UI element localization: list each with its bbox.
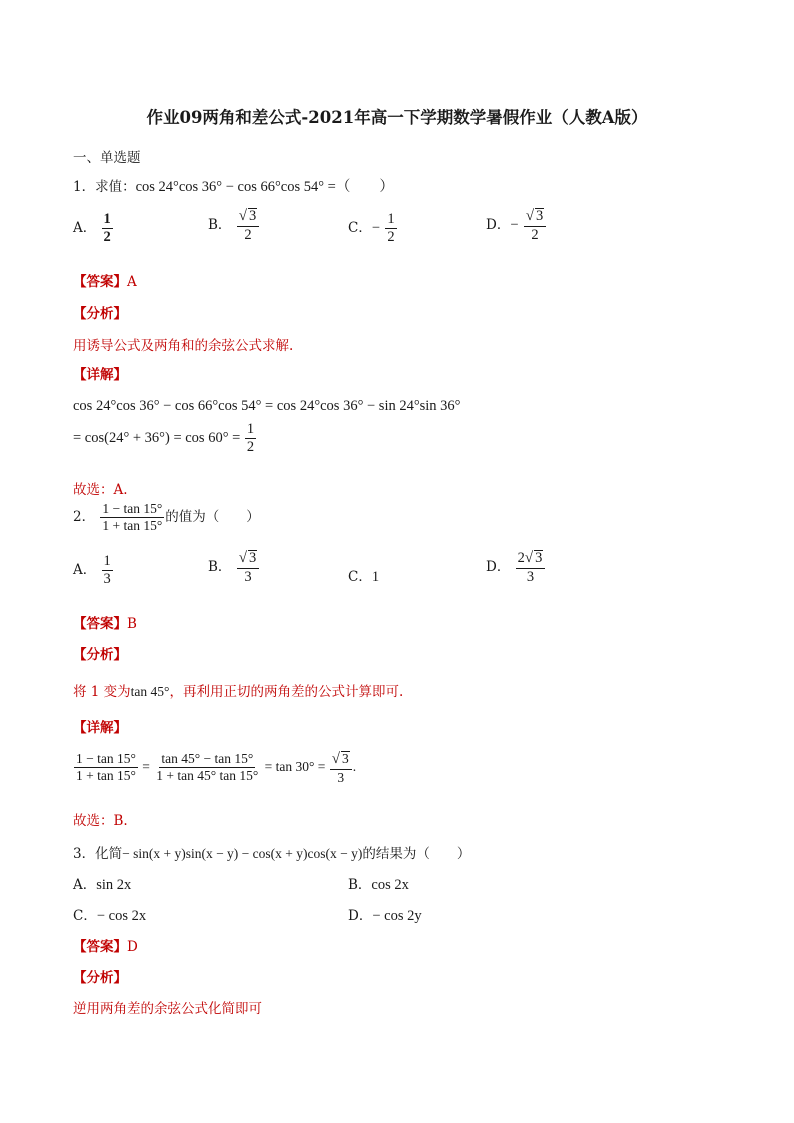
question-2-den: 1 + tan 15° [102, 518, 163, 534]
q2-detail-fraction-2 [154, 752, 260, 783]
q1-detail-tag: 【详解】 [73, 367, 127, 383]
q2-option-d-coef: 2 [517, 550, 525, 566]
q3-option-a-label: A． [73, 877, 97, 893]
question-2-suffix: 的值为（ ） [165, 509, 260, 526]
q2-option-b-den: 3 [244, 568, 252, 585]
q2-option-d-fraction: $\frac{2√ 3}{3}$ [516, 550, 546, 585]
q2-option-d [486, 550, 546, 585]
q1-option-b-den: 2 [244, 226, 252, 243]
q1-detail-num: 1 [245, 422, 256, 439]
q1-option-a-den: 2 [103, 229, 111, 246]
q1-option-c-label: C． [348, 220, 372, 237]
q2-analysis-tag: 【分析】 [73, 647, 127, 663]
q1-option-c-sign: − [371, 220, 381, 237]
q1-option-b-fraction: $\frac{√ 3}{2}$ [237, 208, 259, 243]
q2-answer [73, 612, 137, 632]
q2-option-d-radicand: 3 [535, 550, 543, 566]
q3-option-c [73, 904, 146, 925]
q2-option-c-value: 1 [371, 569, 380, 585]
q1-option-c [348, 212, 398, 245]
q1-analysis-text: 用诱导公式及两角和的余弦公式求解. [73, 338, 294, 354]
q2-analysis-part-1: 将 1 变为 [73, 684, 131, 700]
q2-analysis-text [73, 680, 403, 700]
q2-option-b-fraction: $\frac{√ 3}{3}$ [237, 550, 259, 585]
q1-option-b-radicand: 3 [248, 208, 257, 224]
q1-detail-den: 2 [246, 439, 255, 456]
q2-answer-tag: 【答案】 [73, 616, 127, 632]
q2-option-b-label: B． [208, 558, 232, 575]
q2-detail-den-1: 1 + tan 15° [76, 768, 136, 784]
q1-option-d [486, 208, 547, 243]
q2-answer-value: B [127, 616, 137, 632]
q2-detail-tag: 【详解】 [73, 720, 127, 736]
q1-option-c-den: 2 [387, 229, 395, 246]
q1-option-d-label: D． [486, 216, 511, 233]
q2-detail-fraction-1 [74, 752, 138, 783]
q3-option-d [348, 904, 422, 925]
question-2-stem [73, 502, 260, 533]
q3-answer-value: D [127, 939, 138, 955]
q3-answer-tag: 【答案】 [73, 939, 127, 955]
question-1-expression: cos 24°cos 36° − cos 66°cos 54° =（ ） [135, 179, 394, 195]
q1-option-d-radicand: 3 [536, 208, 544, 224]
q3-analysis-tag: 【分析】 [73, 970, 127, 986]
q1-conclusion: 故选：A. [73, 482, 128, 498]
q1-option-d-fraction: $\frac{√ 3}{2}$ [524, 208, 546, 243]
q3-option-a-value: sin 2x [96, 877, 132, 893]
section-heading: 一、单选题 [73, 150, 141, 166]
q1-option-c-num: 1 [385, 212, 396, 229]
q1-answer [73, 270, 137, 290]
q1-detail-line-2-left: = cos(24° + 36°) = cos 60° = [73, 430, 241, 447]
q1-option-a-num: 1 [102, 212, 113, 229]
q1-option-a-fraction [102, 212, 113, 245]
q2-option-c [348, 565, 379, 586]
q1-option-a [73, 212, 114, 245]
q1-option-d-sign: − [510, 216, 519, 233]
q2-option-a-fraction [102, 554, 113, 587]
q2-detail-den-2: 1 + tan 45° tan 15° [156, 768, 259, 784]
q2-detail-den-3: 3 [337, 769, 345, 785]
q3-option-c-label: C． [73, 908, 97, 924]
q2-detail-middle: = tan 30° = [264, 759, 326, 775]
q2-option-a-label: A． [73, 562, 97, 579]
question-3-suffix: 的结果为（ ） [362, 846, 471, 862]
q3-option-c-value: − cos 2x [96, 908, 147, 924]
question-2-num: 1 − tan 15° [100, 502, 164, 518]
question-3-stem [73, 842, 470, 862]
q3-analysis-text: 逆用两角差的余弦公式化简即可 [73, 1001, 262, 1017]
question-2-prefix: 2． [73, 509, 96, 526]
question-2-fraction [100, 502, 164, 533]
q2-option-c-label: C． [348, 569, 372, 585]
q3-option-a [73, 873, 131, 894]
q1-detail-line-2-fraction [245, 422, 256, 455]
q2-option-d-label: D． [486, 558, 511, 575]
q2-option-b-radicand: 3 [248, 550, 257, 566]
q3-option-d-value: − cos 2y [372, 908, 422, 924]
q2-analysis-part-2: ，再利用正切的两角差的公式计算即可. [169, 684, 404, 700]
q2-detail-equation: $\frac{1 - \tan 15^\circ}{1 + \tan 15^\circ}$ = $\frac{\tan 45^\circ - \tan 15^\circ}{1 + \tan 45^\circ \tan 15^\circ}$ = tan 30° = $\frac{√ 3}{3}$ . [76, 751, 357, 785]
question-1-stem [73, 175, 394, 196]
q1-option-b-label: B． [208, 216, 232, 233]
q3-answer [73, 935, 138, 955]
q2-option-a [73, 554, 114, 587]
q3-option-b-label: B． [348, 877, 372, 893]
q2-detail-fraction-3: $\frac{√ 3}{3}$ [330, 751, 352, 785]
q3-option-b [348, 873, 409, 894]
q1-option-a-label: A． [73, 220, 97, 237]
q1-answer-tag: 【答案】 [73, 274, 127, 290]
q1-answer-value: A [127, 274, 137, 290]
q2-option-d-den: 3 [526, 568, 535, 585]
question-3-prefix: 3．化简 [73, 846, 123, 862]
document-title: 作业09两角和差公式-2021年高一下学期数学暑假作业（人教A版） [146, 108, 648, 127]
q2-option-a-den: 3 [103, 571, 111, 588]
q2-detail-radicand-3: 3 [342, 751, 349, 766]
q2-option-b [208, 550, 260, 585]
q2-option-a-num: 1 [102, 554, 113, 571]
q2-conclusion: 故选：B. [73, 813, 128, 829]
q1-option-b [208, 208, 260, 243]
q1-detail-line-2 [73, 422, 257, 455]
q1-detail-line-1: cos 24°cos 36° − cos 66°cos 54° = cos 24°cos 36° − sin 24°sin 36° [73, 398, 461, 414]
q1-option-d-den: 2 [531, 226, 539, 243]
q2-detail-num-2: tan 45° − tan 15° [159, 752, 255, 768]
question-3-expression: − sin(x + y)sin(x − y) − cos(x + y)cos(x − y) [122, 846, 363, 861]
question-1-prefix: 1．求值： [73, 179, 136, 195]
q2-analysis-expr: tan 45° [130, 684, 170, 699]
q1-analysis-tag: 【分析】 [73, 306, 127, 322]
q1-option-c-fraction [385, 212, 396, 245]
q2-detail-num-1: 1 − tan 15° [74, 752, 138, 768]
q3-option-b-value: cos 2x [371, 877, 409, 893]
q3-option-d-label: D． [348, 908, 373, 924]
